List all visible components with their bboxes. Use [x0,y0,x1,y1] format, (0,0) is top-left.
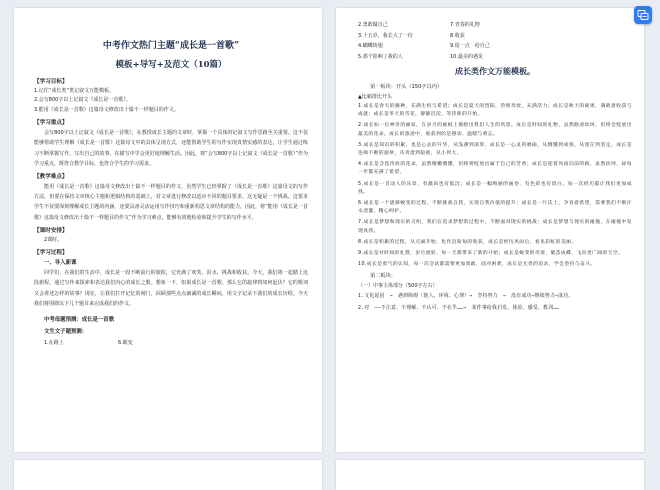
template-item: 6.成长是一个逐渐蜕变的过程，不断挑战自我，实现自我价值的提升；成长是一片沃土，孕育着希望，需要我们不断汗水浇灌，精心呵护。 [358,201,632,215]
template-title: 成长类作文万能模板。 [455,67,535,76]
title-list-item: 3.十五岁，我长大了一份 [358,32,413,39]
title-list-item: 7.青春的礼物 [450,22,480,28]
template-item: 10.成长是勇气的认知，每一次尝试都需要更加勇敢，面对困难，成长是无畏的追求，学会坚持与奋斗。 [358,262,596,268]
stage-heading: 第二板块： [370,273,396,280]
section-goals-heading: 【学习目标】 [34,79,68,85]
title-list-row [358,41,632,52]
section-schedule-heading: 【课时安排】 [34,227,68,234]
intro-paragraph: 同学们，在我们的生活中，成长是一段不断前行的旅程，它充满了欢笑、泪水、挑战和收获。今天，我们将一起踏上这段旅程，通过写作来探索和表达我们内心的成长之歌。想象一下，如果成长是一首歌，那么它的旋律将如何起伏？它的歌词又会讲述怎样的故事？现在，让我们打开记忆的闸门，回顾那些点点滴滴的成长瞬间，用文字记录下我们的成长历程。今天我们将围绕以下几个题目来完成我们的作文。 [34,270,308,307]
title-list-row [44,338,308,349]
template-item: 4.成长是含苞待放的花朵，虽然稚嫩懵懂，但终将绽放出属于自己的芳香；成长是迎着风雨向前的路，虽然坎坷，却每一步都充满了希望。 [358,162,632,176]
template-item: 7.成长是梦想和现实的交织，我们在追求梦想的过程中，不断面对现实的挑战；成长是梦想与现实的碰撞，在碰撞中发现真我。 [358,220,632,234]
document-page-2 [336,8,644,452]
goal-item: 3.能用《成长是一首歌》这篇母文修改出十篇不一样题目的作文。 [34,106,179,113]
theme-line: 中考母题预测：成长是一首歌 [44,317,115,324]
page-subtitle: 模板+导写+及范文（10篇） [115,60,227,70]
title-list-item: 1.在路上 [44,340,64,347]
goal-item: 2.会写800字以上记叙文《成长是一首歌》。 [34,97,131,104]
title-list-item: 2.勇敢做自己 [358,22,388,28]
flow-item: 1.文化起因 → 遇到障碍（他人、环境、心理）→ 坚持努力 → 没有成功→继续努力→成功。 [358,293,574,300]
template-item: 8.成长是积累的过程，从点滴开始，化作沉甸甸的收获，成长是经历风雨后，看见彩虹的美丽。 [358,239,577,245]
template-item: 2.成长如一位神奇的画家，在岁月的画纸上描绘出我们人生的风景。成长是时间的礼物，虽然路途坎坷，但终会绽放出最美的花朵。成长的旅途中，收获到的是感动、温暖与难忘。 [358,123,632,137]
schedule-text: 2课时。 [44,236,63,243]
template-item: 3.成长是知识的积累，也是心灵的升华，从浅薄到深厚，成长是一心灵的磨砺，从懵懂到成熟，从迷茫到坚定。成长是连绵不断的旋律，从青涩到稳重，从小到大。 [358,142,632,157]
document-page-1 [14,8,322,452]
stage-heading: 第一板块：开头（150字以内） [370,84,443,90]
title-list-item: 8.收获 [450,32,465,39]
stage-subheading: （一）中事主体部分（500字左右） [358,283,438,290]
template-item: 5.成长是一首动人的乐章，有激昂也有低沉；成长是一幅绚丽的画卷，有色彩也有留白，每一次经历都让我们更加成熟。 [358,181,632,195]
method-heading: ▲比喻排比开头 [358,94,392,100]
template-item: 1.成长是春天的播种，充满生机与希望；成长是夏天的烈阳，热情奔放，充满活力；成长是秋天的硕果，满载着收获与成就；成长是冬天的雪花，静静沉淀，等待新的开始。 [358,104,632,118]
title-list-item: 9.留一点 给自己 [450,43,490,49]
difficulty-paragraph: 能用《成长是一首歌》这篇母文修改出十篇不一样题目的作文。虽然学生已经掌握了《成长是一首歌》这篇母文的写作方法，但要在保持文章核心主题和逻辑结构的基础上，对文章进行修改以适应不同的题目要求，这无疑是一个挑战。这要求学生不仅要深刻理解成长主题的内涵，还要具备灵活运用写作技巧和重新构思文章结构的能力。因此，将“能用《成长是一首歌》这篇母文修改出十篇不一样题目的作文”作为学习难点，能够有效地检验和提升学生的写作水平。 [34,184,308,221]
title-list-row [358,31,632,42]
page-title: 中考作文热门主题“成长是一首歌” [102,41,240,51]
section-focus-heading: 【学习重点】 [34,120,68,127]
title-list-item: 6.蜕变 [118,340,133,347]
translate-button[interactable] [634,6,652,24]
title-list-row [358,52,632,63]
translate-icon [637,9,649,21]
flow-item: 2.对 ——不注意、不理解、不认可、不在乎……→ 某件事给我启发、体验、感受、教训…… [358,304,560,311]
template-item: 9.成长是对时间的礼赞，岁月流转，每一天都带来了新的开始；成长是蜕变的奇迹，破茧成蝶，飞向更广阔的天空。 [358,251,624,257]
focus-paragraph: 会写800字以上记叙文《成长是一首歌》，在教授成长主题的文章时，掌握一个具体的记叙文写作思路至关重要。这不仅能够帮助学生理解《成长是一首歌》这篇母文中的具体呈现方式，还能帮助学生的写作实现真情实感的表达，让学生通过练习不断掌握写作，写出自己的故事，在描写中学会更好地理解生活。因此，将“会写800字以上记叙文《成长是一首歌》”作为学习重点，既符合教学目标，也符合学生的学习需求。 [34,130,308,167]
title-list-item: 5.那个影响了我的人 [358,53,403,60]
title-list-item: 4.蝴蝶铸翅 [358,43,383,49]
other-titles-label: 文生文子题预测： [44,329,88,336]
goal-item: 1.记住“成长类”类记叙文万能模板。 [34,88,114,94]
section-process-heading: 【学习过程】 [34,250,68,257]
section-difficulty-heading: 【教学难点】 [34,174,68,181]
title-list-row [358,20,632,31]
step-heading: 一、导入新课 [44,260,77,267]
title-list-item: 10.最美的遇见 [450,53,483,60]
